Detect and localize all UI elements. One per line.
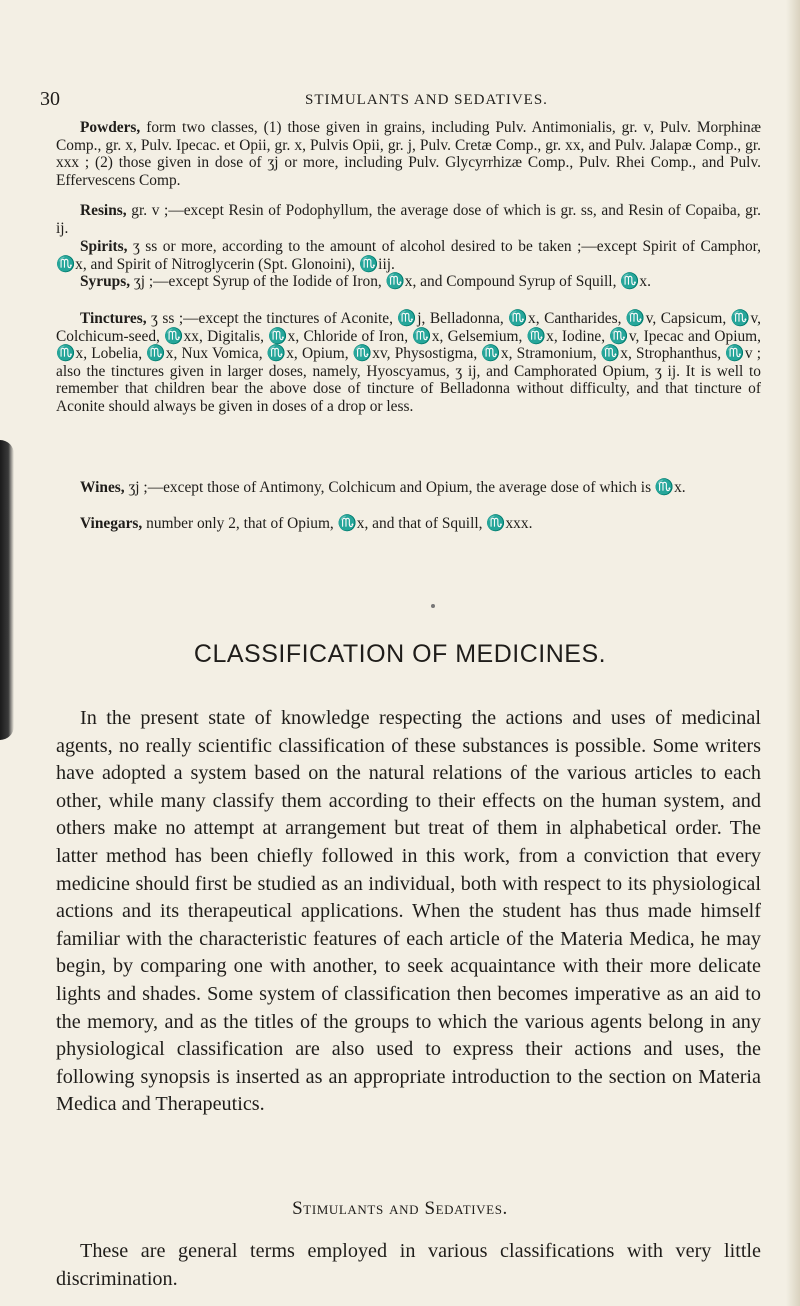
dose-text: gr. v ;—except Resin of Podophyllum, the average dose of which is gr. ss, and Resin of Copaiba, gr. ij. [56,202,761,237]
binding-shadow [0,440,14,740]
ink-speck [431,604,435,608]
dose-note-powders [56,119,761,189]
dose-note-tinctures [56,310,761,416]
dose-text: ʒ ss or more, according to the amount of alcohol desired to be taken ;—except Spirit of Camphor, ♏x, and Spirit of Nitroglycerin (Spt. Glonoini), ♏iij. [56,238,761,273]
classification-body [56,705,761,1119]
dose-term: Vinegars, [80,515,143,532]
running-head: STIMULANTS AND SEDATIVES. [305,92,548,108]
dose-note-syrups [56,273,761,291]
dose-text: ʒ ss ;—except the tinctures of Aconite, ♏j, Belladonna, ♏x, Cantharides, ♏v, Capsicum, ♏v, Colchicum-seed, ♏xx, Digitalis, ♏x, Chloride of Iron, ♏x, Gelsemium, ♏x, Iodine, ♏v, Ipecac and Opium, ♏x, Lobelia, ♏x, Nux Vomica, ♏x, Opium, ♏xv, Physostigma, ♏x, Stramonium, ♏x, Strophanthus, ♏v ; also the tinctures given in larger doses, namely, Hyoscyamus, ʒ ij, and Camphorated Opium, ʒ ij. It is well to remember that children bear the above dose of tincture of Belladonna without difficulty, and that tincture of Aconite should always be given in doses of a drop or less. [56,310,761,415]
dose-note-wines [56,479,761,497]
dose-note-vinegars [56,515,761,533]
subsection-title: Stimulants and Sedatives. [292,1198,508,1219]
page-number: 30 [40,88,60,110]
dose-term: Powders, [80,119,141,136]
dose-term: Tinctures, [80,310,147,327]
dose-text: ʒj ;—except Syrup of the Iodide of Iron, ♏x, and Compound Syrup of Squill, ♏x. [130,273,651,290]
dose-term: Spirits, [80,238,128,255]
section-title: CLASSIFICATION OF MEDICINES. [193,640,607,668]
dose-text: form two classes, (1) those given in grains, including Pulv. Antimonialis, gr. v, Pulv. Morphinæ Comp., gr. x, Pulv. Ipecac. et Opii, gr. x, Pulvis Opii, gr. j, Pulv. Cretæ Comp., gr. xx, and Pulv. Jalapæ Comp., gr. xxx ; (2) those given in dose of ʒj or more, including Pulv. Glycyrrhizæ Comp., Pulv. Rhei Comp., and Pulv. Effervescens Comp. [56,119,761,189]
dose-note-spirits [56,238,761,273]
dose-text: number only 2, that of Opium, ♏x, and that of Squill, ♏xxx. [142,515,533,532]
dose-note-resins [56,202,761,237]
closing-paragraph: These are general terms employed in various classifications with very little discrimination. [56,1240,761,1290]
dose-term: Syrups, [80,273,131,290]
dose-text: ʒj ;—except those of Antimony, Colchicum and Opium, the average dose of which is ♏x. [124,479,686,496]
body-paragraph: In the present state of knowledge respecting the actions and uses of medicinal agents, no really scientific classification of these substances is possible. Some writers have adopted a system based on the natural relations of the various articles to each other, while many classify them according to their effects on the human system, and others make no attempt at arrangement but treat of them in alphabetical order. The latter method has been chiefly followed in this work, from a conviction that every medicine should first be studied as an individual, both with respect to its physiological actions and its therapeutical applications. When the student has thus made himself familiar with the characteristic features of each article of the Materia Medica, he may begin, by comparing one with another, to seek acquaintance with their more delicate lights and shades. Some system of classification then becomes imperative as an aid to the memory, and as the titles of the groups to which the various agents belong in any physiological classification are also used to express their actions and uses, the following synopsis is inserted as an appropriate introduction to the section on Materia Medica and Therapeutics. [56,707,761,1116]
dose-term: Resins, [80,202,127,219]
closing-body [56,1238,761,1293]
dose-term: Wines, [80,479,125,496]
